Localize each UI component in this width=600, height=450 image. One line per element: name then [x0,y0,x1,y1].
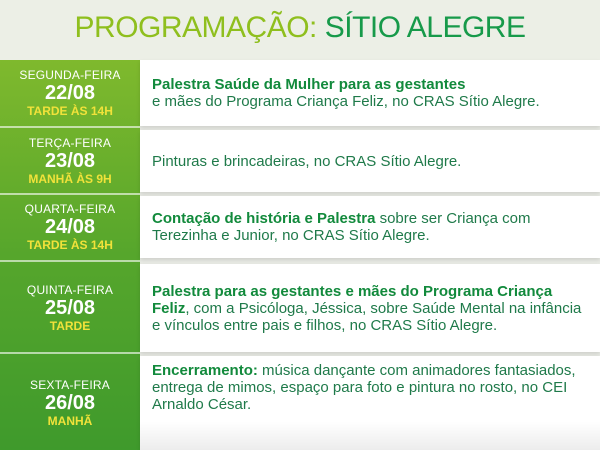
event-description [152,264,590,352]
event-text: , com a Psicóloga, Jéssica, sobre Saúde Mental na infância e vínculos entre pais e filhos, no CRAS Sítio Alegre. [152,299,582,334]
event-description [152,60,590,126]
event-row [0,130,600,192]
event-description [152,196,590,258]
title-prefix: PROGRAMAÇÃO: [74,11,317,44]
page-title [0,10,600,46]
divider [0,352,140,354]
event-description [152,130,590,192]
event-date: 22/08 [44,82,96,104]
weekday: SEGUNDA-FEIRA [19,68,121,82]
weekday: SEXTA-FEIRA [30,378,110,392]
event-date: 26/08 [44,392,96,414]
day-block [0,356,140,450]
day-block [0,196,140,258]
event-highlight: Contação de história e Palestra [152,210,376,227]
event-time: TARDE [49,319,91,333]
event-highlight: Encerramento: [152,362,258,379]
day-block [0,60,140,126]
event-description [152,356,590,413]
header [0,0,600,60]
event-row [0,60,600,126]
event-time: MANHÃ [47,414,93,428]
event-highlight: Palestra Saúde da Mulher para as gestantes [152,76,466,93]
event-text: música dançante com animadores fantasiados, entrega de mimos, espaço para foto e pintura no rosto, no CEI Arnaldo César. [152,362,576,413]
event-text: sobre ser Criança com Terezinha e Junior, no CRAS Sítio Alegre. [152,210,531,244]
title-place: SÍTIO ALEGRE [324,11,526,44]
event-text: Pinturas e brincadeiras, no CRAS Sítio Alegre. [152,152,462,170]
weekday: TERÇA-FEIRA [28,136,112,150]
day-block [0,130,140,192]
event-row [0,356,600,450]
weekday: QUARTA-FEIRA [24,202,116,216]
divider [0,193,140,195]
event-highlight: Palestra para as gestantes e mães do Programa Criança Feliz [152,282,553,317]
event-row [0,196,600,258]
event-time: MANHÃ ÀS 9H [28,172,112,186]
event-time: TARDE ÀS 14H [27,238,113,252]
event-date: 23/08 [44,150,96,172]
event-row [0,264,600,352]
event-date: 24/08 [44,216,96,238]
divider [0,126,140,128]
event-time: TARDE ÀS 14H [27,104,113,118]
event-text: e mães do Programa Criança Feliz, no CRAS Sítio Alegre. [152,93,540,110]
event-date: 25/08 [44,297,96,319]
day-block [0,264,140,352]
weekday: QUINTA-FEIRA [26,283,114,297]
divider [0,260,140,262]
